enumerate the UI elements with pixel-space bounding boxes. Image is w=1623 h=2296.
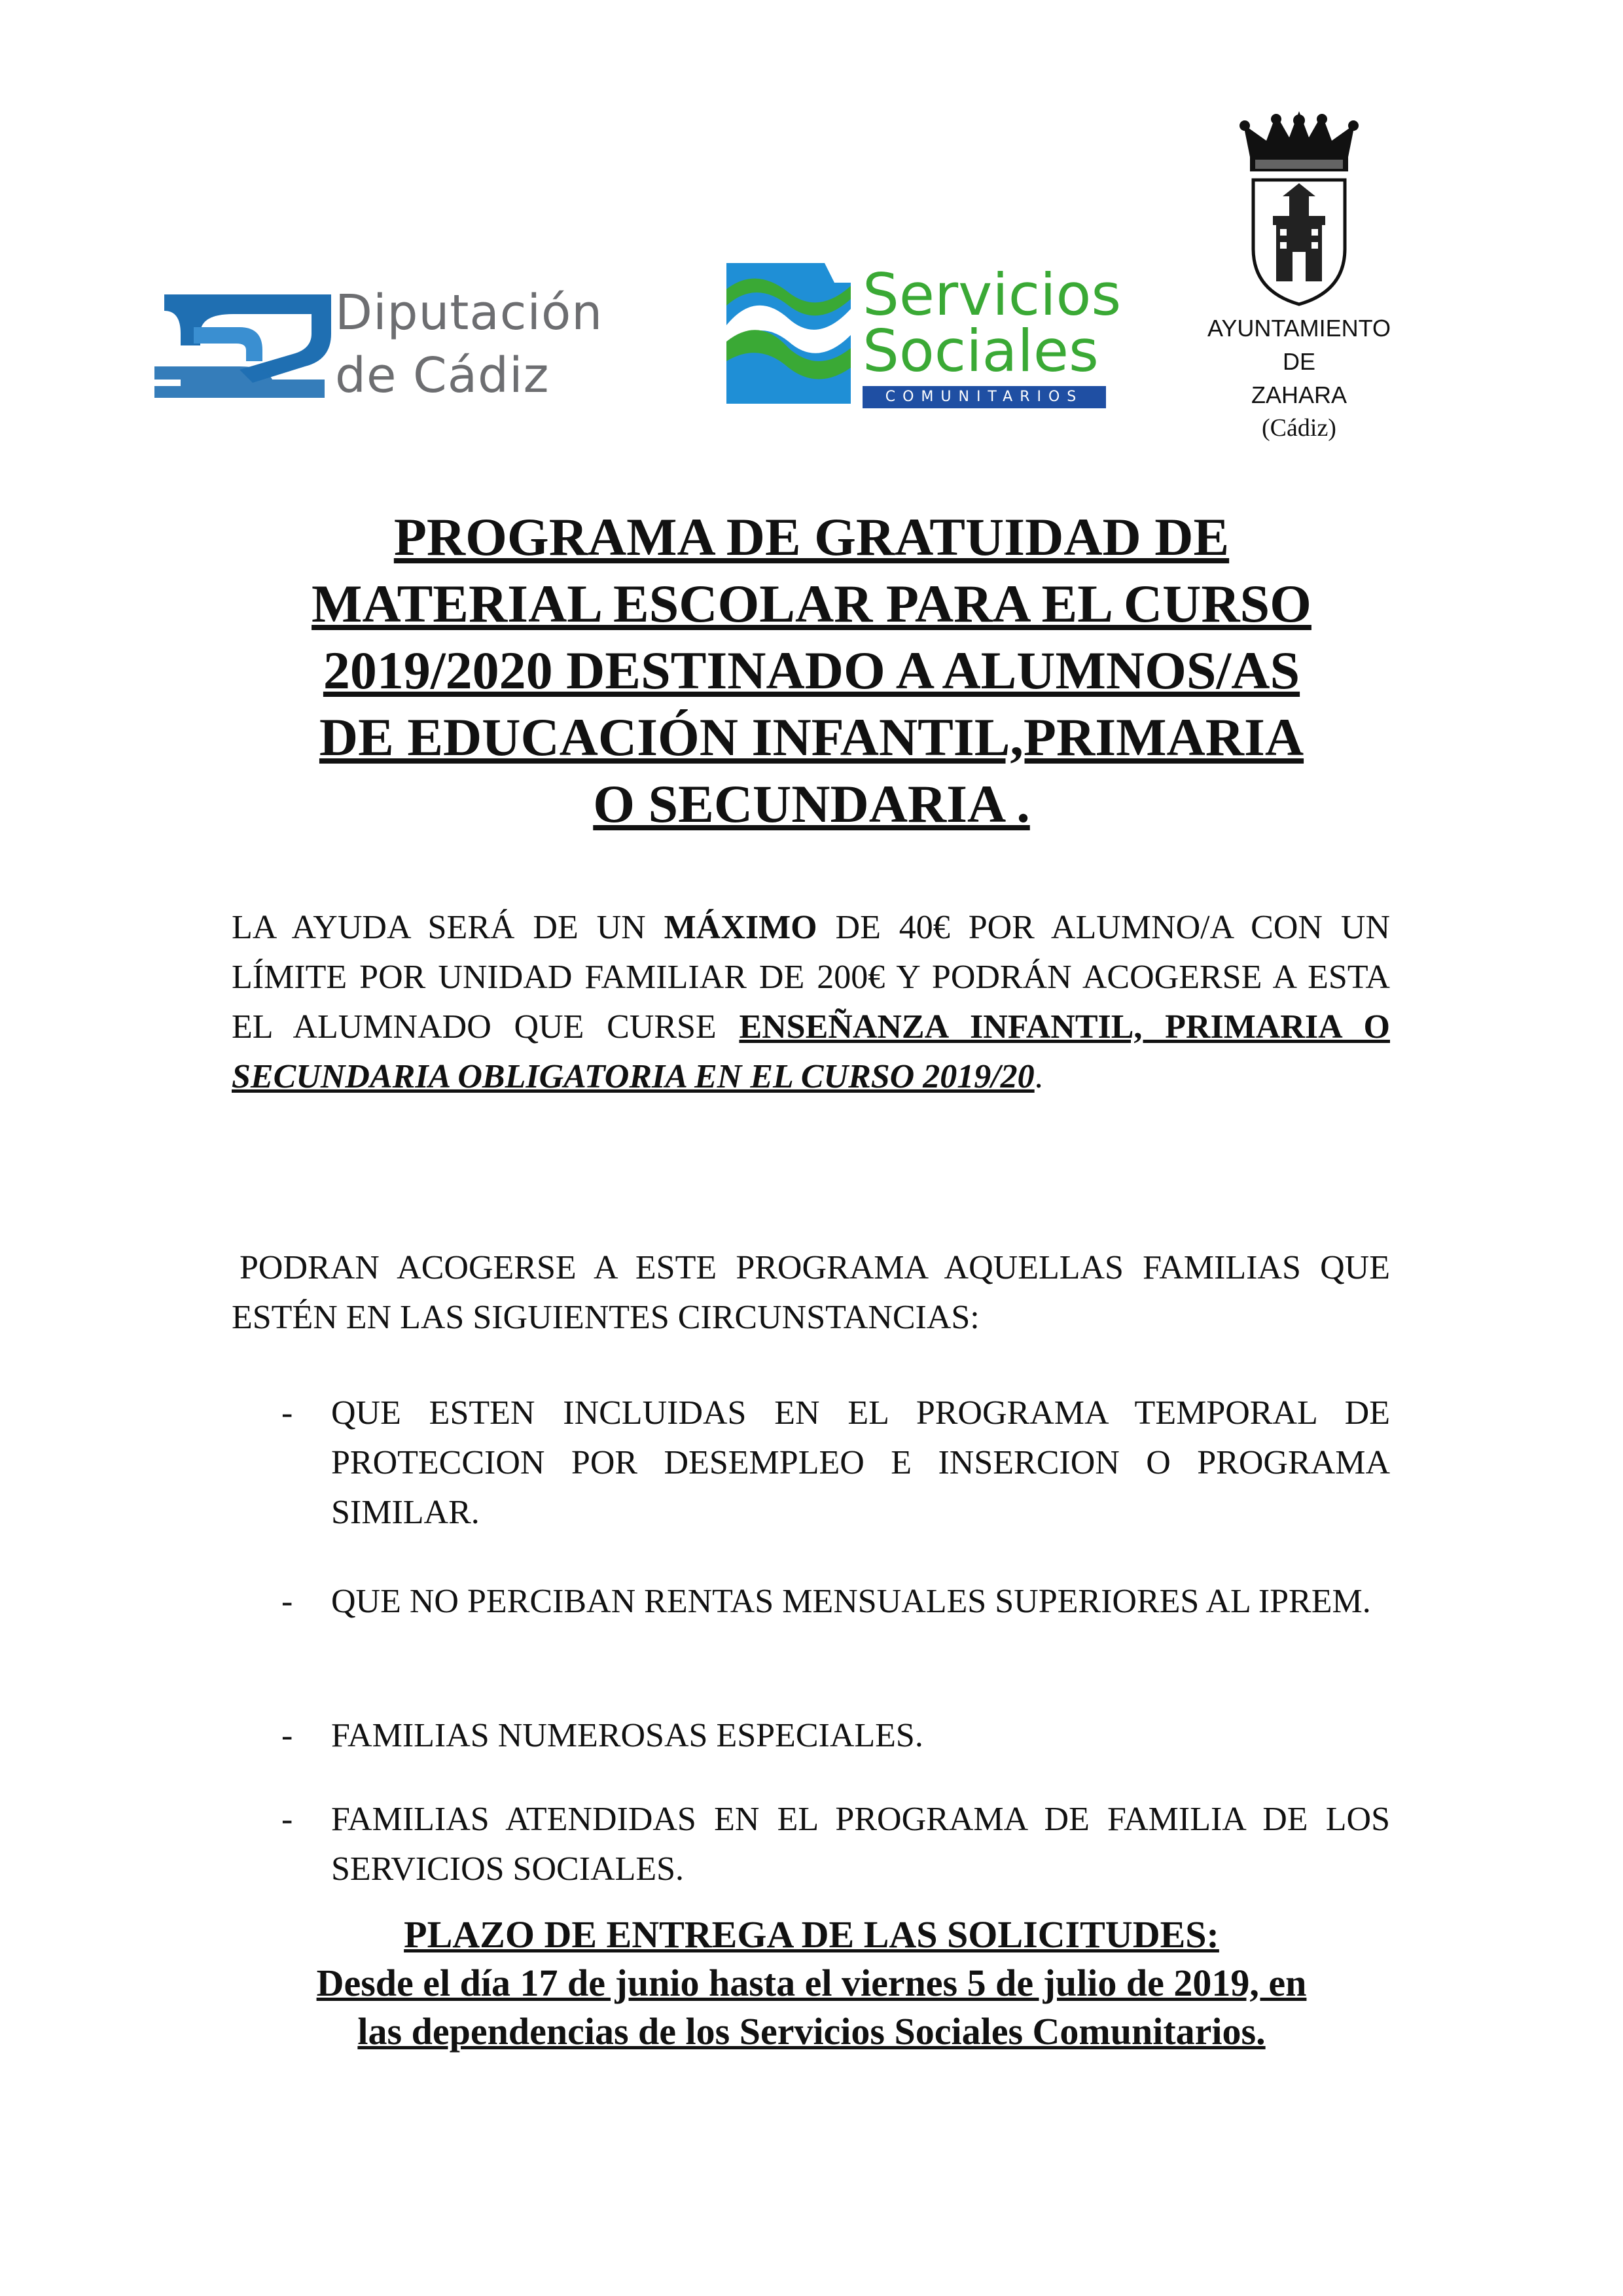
ayuntamiento-line4: (Cádiz) xyxy=(1262,414,1336,442)
document-title xyxy=(216,504,1407,838)
diputacion-line2: de Cádiz xyxy=(335,347,550,404)
servicios-sociales-logo xyxy=(726,263,854,407)
ayuntamiento-line1: AYUNTAMIENTO xyxy=(1207,315,1391,342)
title-line: MATERIAL ESCOLAR PARA EL CURSO xyxy=(312,574,1311,633)
ensenanza-emphasis: ENSEÑANZA INFANTIL, PRIMARIA O xyxy=(739,1008,1390,1046)
title-line: O SECUNDARIA . xyxy=(593,774,1030,834)
servicios-line2: Sociales xyxy=(863,317,1099,385)
intro-text: LA AYUDA SERÁ DE UN xyxy=(232,909,664,946)
eligibility-intro: PODRAN ACOGERSE A ESTE PROGRAMA AQUELLAS FAMILIAS QUE ESTÉN EN LAS SIGUIENTES CIRCUNSTANCIAS: xyxy=(232,1249,1390,1336)
diputacion-line1: Diputación xyxy=(335,285,603,341)
intro-text: DE 40€ POR ALUMNO/A CON UN LÍMITE POR UNIDAD FAMILIAR DE 200€ Y PODRÁN ACOGERSE A ESTA EL ALUMNADO QUE CURSE xyxy=(232,909,1391,1046)
servicios-subtitle: COMUNITARIOS xyxy=(863,386,1106,408)
title-line: PROGRAMA DE GRATUIDAD DE xyxy=(393,507,1230,567)
servicios-line1: Servicios xyxy=(863,261,1122,328)
deadline-section xyxy=(157,1911,1466,2056)
list-dash: - xyxy=(281,1394,293,1432)
title-line: 2019/2020 DESTINADO A ALUMNOS/AS xyxy=(323,641,1300,700)
list-dash: - xyxy=(281,1717,293,1754)
deadline-heading: PLAZO DE ENTREGA DE LAS SOLICITUDES: xyxy=(404,1913,1219,1956)
title-line: DE EDUCACIÓN INFANTIL,PRIMARIA xyxy=(319,707,1304,767)
ayuntamiento-line2: DE xyxy=(1282,348,1315,375)
diputacion-name xyxy=(335,281,603,407)
maximo-emphasis: MÁXIMO xyxy=(664,909,817,946)
list-item: FAMILIAS NUMEROSAS ESPECIALES. xyxy=(331,1717,923,1754)
ayuntamiento-line3: ZAHARA xyxy=(1251,381,1347,408)
servicios-sociales-name xyxy=(863,261,1122,385)
ayuntamiento-label xyxy=(1185,311,1414,445)
list-item: QUE NO PERCIBAN RENTAS MENSUALES SUPERIORES AL IPREM. xyxy=(331,1583,1371,1620)
list-item: QUE ESTEN INCLUIDAS EN EL PROGRAMA TEMPORAL DE PROTECCION POR DESEMPLEO E INSERCION O PROGRAMA SIMILAR. xyxy=(331,1394,1390,1531)
list-item: FAMILIAS ATENDIDAS EN EL PROGRAMA DE FAMILIA DE LOS SERVICIOS SOCIALES. xyxy=(331,1801,1390,1888)
secundaria-emphasis: SECUNDARIA OBLIGATORIA EN EL CURSO 2019/20 xyxy=(232,1058,1035,1095)
deadline-line: las dependencias de los Servicios Sociales Comunitarios. xyxy=(357,2010,1266,2053)
intro-end: . xyxy=(1034,1058,1043,1095)
list-dash: - xyxy=(281,1583,293,1620)
zahara-crest-icon xyxy=(1237,111,1361,308)
list-dash: - xyxy=(281,1801,293,1838)
deadline-line: Desde el día 17 de junio hasta el viernes 5 de julio de 2019, en xyxy=(316,1962,1307,2004)
intro-paragraph xyxy=(232,903,1390,1102)
